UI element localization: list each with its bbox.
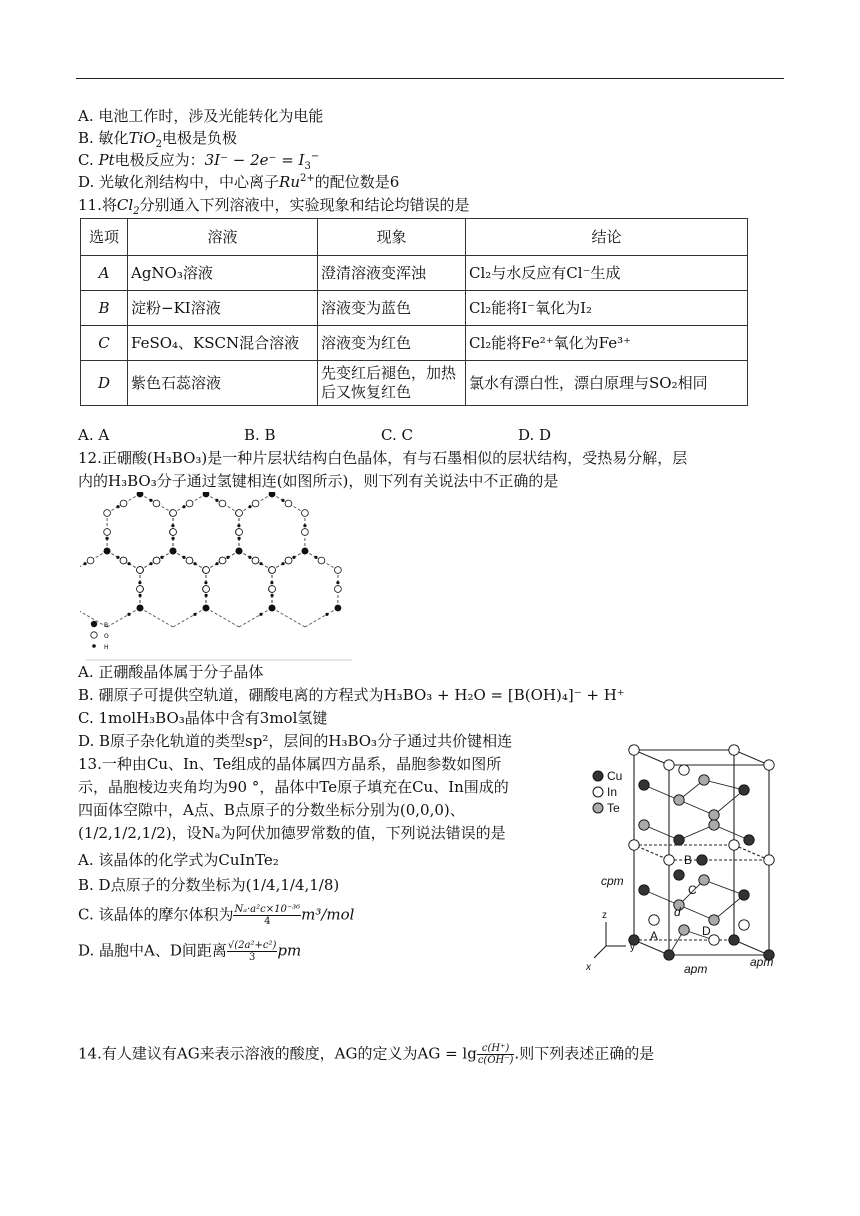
q13-d-text: D. 晶胞中A、D间距离 — [78, 941, 227, 960]
header-option: 选项 — [81, 219, 128, 256]
label-a: A — [650, 929, 659, 943]
hydrogen-atom — [281, 499, 284, 502]
q10-option-a[interactable]: A. 电池工作时，涉及光能转化为电能 — [78, 107, 324, 125]
hydrogen-atom — [171, 537, 174, 540]
hydrogen-atom — [138, 581, 141, 584]
hydrogen-atom — [248, 556, 251, 559]
boron-atom — [302, 548, 309, 555]
q10-d-text: D. 光敏化剂结构中，中心离子 — [78, 173, 280, 191]
oxygen-atom — [252, 500, 259, 507]
hydrogen-atom — [314, 556, 317, 559]
boron-atom — [203, 492, 210, 497]
frac-den: c(OH⁻) — [477, 1055, 514, 1066]
q10-c-equation: 3I⁻ − 2e⁻ = I — [204, 151, 305, 169]
row-phenomenon: 溶液变为红色 — [318, 326, 466, 361]
te-atom — [679, 925, 689, 935]
q13-option-d[interactable] — [78, 940, 301, 963]
hydrogen-atom — [182, 505, 185, 508]
hydrogen-atom — [149, 499, 152, 502]
row-solution: AgNO₃溶液 — [128, 256, 318, 291]
q11-cl2: $Cl_2$ — [116, 196, 140, 217]
frac-den: 3 — [248, 952, 256, 963]
oxygen-atom — [335, 567, 342, 574]
oxygen-atom — [219, 500, 226, 507]
q11-stem-post: 分别通入下列溶液中，实验现象和结论均错误的是 — [139, 196, 470, 214]
hydrogen-atom — [171, 524, 174, 527]
te-atom — [699, 875, 709, 885]
hydrogen-atom — [116, 556, 119, 559]
q12-stem-line1: 12.正硼酸(H₃BO₃)是一种片层状结构白色晶体，有与石墨相似的层状结构，受热易分解，层 — [78, 449, 688, 467]
hydrogen-atom — [215, 562, 218, 565]
label-b: B — [684, 853, 693, 867]
ag-fraction — [477, 1043, 515, 1066]
table-row — [81, 256, 748, 291]
row-solution: 淀粉−KI溶液 — [128, 291, 318, 326]
boron-atom — [104, 548, 111, 555]
axis-x-label: x — [586, 962, 591, 973]
hydrogen-atom — [204, 581, 207, 584]
hydrogen-atom — [281, 562, 284, 565]
cu-atom — [739, 890, 749, 900]
q11-choice-b[interactable]: B. B — [244, 426, 276, 444]
boron-atom — [269, 492, 276, 497]
boron-atom — [203, 605, 210, 612]
oxygen-atom — [302, 529, 309, 536]
table-row — [81, 291, 748, 326]
row-option: C — [81, 326, 128, 361]
hydrogen-atom — [127, 613, 130, 616]
label-a-param-1: apm — [684, 962, 708, 975]
boron-atom — [335, 605, 342, 612]
q10-c-prefix: C. — [78, 151, 99, 169]
oxygen-atom — [285, 557, 292, 564]
hydrogen-atom — [259, 613, 262, 616]
row-option: D — [81, 361, 128, 406]
cu-atom — [674, 835, 684, 845]
te-atom — [699, 775, 709, 785]
q10-d-text2: 的配位数是6 — [314, 173, 400, 191]
q14-text-post: .则下列表述正确的是 — [514, 1044, 655, 1063]
row-conclusion: Cl₂能将I⁻氧化为I₂ — [466, 291, 748, 326]
cell-legend — [593, 769, 622, 815]
boron-atom — [269, 605, 276, 612]
oxygen-atom — [137, 586, 144, 593]
tetragonal-unit-cell-figure — [584, 730, 784, 975]
boron-atom — [170, 548, 177, 555]
cu-atom — [729, 935, 739, 945]
legend-h: H — [104, 644, 109, 651]
in-atom — [664, 760, 674, 770]
hydrogen-atom — [127, 562, 130, 565]
in-atom — [679, 765, 689, 775]
table-row — [81, 326, 748, 361]
q10-b-text: B. 敏化 — [78, 129, 129, 147]
row-option: B — [81, 291, 128, 326]
q10-option-b[interactable]: B. 敏化TiO$_2$电极是负极 — [78, 129, 238, 150]
row-conclusion: Cl₂能将Fe²⁺氧化为Fe³⁺ — [466, 326, 748, 361]
cu-atom — [639, 780, 649, 790]
q10-c-text: 电极反应为： — [114, 151, 205, 169]
q12-option-a[interactable]: A. 正硼酸晶体属于分子晶体 — [78, 663, 264, 681]
q13-stem-line1: 13.一种由Cu、In、Te组成的晶体属四方晶系，晶胞参数如图所 — [78, 755, 502, 773]
table-header-row — [81, 219, 748, 256]
oxygen-atom — [137, 567, 144, 574]
hydrogen-atom — [160, 556, 163, 559]
hydrogen-atom — [83, 562, 86, 565]
te-atom — [674, 795, 684, 805]
q10-b-text2: 电极是负极 — [162, 129, 238, 147]
hydrogen-atom — [270, 594, 273, 597]
in-atom — [729, 840, 739, 850]
row-phenomenon: 澄清溶液变浑浊 — [318, 256, 466, 291]
in-atom — [629, 745, 639, 755]
oxygen-atom — [87, 557, 94, 564]
row-phenomenon: 溶液变为蓝色 — [318, 291, 466, 326]
axis-z-label: z — [602, 910, 607, 921]
oxygen-atom — [335, 586, 342, 593]
oxygen-atom — [203, 567, 210, 574]
hydrogen-atom — [116, 505, 119, 508]
legend-cu: Cu — [607, 769, 623, 783]
in-atom — [664, 855, 674, 865]
header-solution: 溶液 — [128, 219, 318, 256]
te-atom — [709, 820, 719, 830]
oxygen-atom — [302, 510, 309, 517]
cu-atom — [674, 870, 684, 880]
header-conclusion: 结论 — [466, 219, 748, 256]
in-atom — [764, 760, 774, 770]
q14-stem — [78, 1043, 654, 1066]
cu-atom — [664, 950, 674, 960]
table-row — [81, 361, 748, 406]
label-d-distance: d — [674, 905, 681, 919]
figure-legend — [91, 621, 109, 651]
hydrogen-atom — [325, 613, 328, 616]
cu-atom — [744, 835, 754, 845]
hydrogen-atom — [226, 556, 229, 559]
oxygen-atom — [170, 510, 177, 517]
hydrogen-atom — [138, 594, 141, 597]
row-solution: 紫色石蕊溶液 — [128, 361, 318, 406]
oxygen-atom — [236, 529, 243, 536]
oxygen-atom — [153, 557, 160, 564]
q13-option-c[interactable] — [78, 904, 354, 927]
hydrogen-atom — [149, 562, 152, 565]
te-atom — [709, 810, 719, 820]
hydrogen-atom — [182, 556, 185, 559]
hydrogen-atom — [259, 562, 262, 565]
oxygen-atom — [186, 557, 193, 564]
label-c-param: cpm — [601, 874, 624, 888]
in-atom — [629, 840, 639, 850]
boron-atom — [137, 492, 144, 497]
frac-num: c(H⁺) — [477, 1043, 515, 1055]
oxygen-atom — [104, 529, 111, 536]
q10-b-formula: TiO — [128, 129, 156, 147]
q13-stem-line3: 四面体空隙中，A点、B点原子的分数坐标分别为(0,0,0)、 — [78, 801, 465, 819]
oxygen-atom — [285, 500, 292, 507]
hydrogen-atom — [204, 594, 207, 597]
row-conclusion: 氯水有漂白性，漂白原理与SO₂相同 — [466, 361, 748, 406]
oxygen-atom — [318, 557, 325, 564]
boric-acid-structure-figure — [80, 492, 352, 662]
oxygen-atom — [153, 500, 160, 507]
q10-d-ion: Ru — [279, 173, 300, 191]
oxygen-atom — [120, 500, 127, 507]
cu-atom — [697, 855, 707, 865]
legend-o: O — [104, 633, 109, 640]
hydrogen-atom — [270, 581, 273, 584]
oxygen-atom — [269, 586, 276, 593]
header-rule — [76, 78, 784, 79]
oxygen-atom — [104, 510, 111, 517]
q10-option-c[interactable]: C. Pt电极反应为：$3I^- - 2e^- = I_3^-$ — [78, 151, 320, 172]
hydrogen-atom — [248, 505, 251, 508]
label-a-param-2: apm — [750, 955, 774, 969]
frac-num: Nₐ·a²c×10⁻³⁶ — [234, 904, 301, 915]
row-option: A — [81, 256, 128, 291]
hydrogen-atom — [215, 499, 218, 502]
q11-stem-pre: 11.将 — [78, 196, 117, 214]
oxygen-atom — [236, 510, 243, 517]
q13-d-unit: pm — [277, 941, 302, 960]
legend-in: In — [607, 785, 618, 799]
q12-option-b[interactable]: B. 硼原子可提供空轨道，硼酸电离的方程式为H₃BO₃ + H₂O = [B(OH)₄]⁻ + H⁺ — [78, 686, 625, 704]
row-phenomenon: 先变红后褪色，加热后又恢复红色 — [318, 361, 466, 406]
q12-stem-line2: 内的H₃BO₃分子通过氢键相连(如图所示)，则下列有关说法中不正确的是 — [78, 472, 559, 490]
q13-option-b[interactable]: B. D点原子的分数坐标为(1/4,1/4,1/8) — [78, 876, 340, 894]
q10-option-d[interactable]: D. 光敏化剂结构中，中心离子$Ru^{2+}$的配位数是6 — [78, 173, 400, 191]
axes-icon — [594, 922, 626, 958]
te-atom — [639, 820, 649, 830]
q12-option-c[interactable]: C. 1molH₃BO₃晶体中含有3mol氢键 — [78, 709, 328, 727]
hydrogen-atom — [303, 524, 306, 527]
label-c: C — [688, 883, 697, 897]
legend-b: B — [104, 622, 109, 629]
q13-option-a[interactable]: A. 该晶体的化学式为CuInTe₂ — [78, 851, 279, 869]
q11-choice-d[interactable]: D. D — [518, 426, 552, 444]
hydrogen-atom — [105, 537, 108, 540]
q13-c-unit: m³/mol — [301, 905, 355, 924]
hydrogen-atom — [292, 556, 295, 559]
hydrogen-atom — [193, 613, 196, 616]
oxygen-atom — [219, 557, 226, 564]
molar-volume-fraction — [233, 904, 301, 927]
frac-den: 4 — [264, 916, 271, 927]
q11-stem — [78, 195, 470, 215]
hydrogen-atom — [237, 524, 240, 527]
oxygen-atom — [252, 557, 259, 564]
q11-choice-a[interactable]: A. A — [78, 426, 110, 444]
row-solution: FeSO₄、KSCN混合溶液 — [128, 326, 318, 361]
q13-stem-line4: (1/2,1/2,1/2)，设Nₐ为阿伏加德罗常数的值，下列说法错误的是 — [78, 824, 506, 842]
in-atom — [649, 915, 659, 925]
q14-text: 14.有人建议有AG来表示溶液的酸度，AG的定义为AG = lg — [78, 1044, 477, 1063]
q11-choice-c[interactable]: C. C — [381, 426, 413, 444]
in-atom — [764, 855, 774, 865]
q12-option-d[interactable]: D. B原子杂化轨道的类型sp²，层间的H₃BO₃分子通过共价键相连 — [78, 732, 513, 750]
q11-table — [80, 218, 748, 406]
oxygen-atom — [120, 557, 127, 564]
cu-atom — [739, 785, 749, 795]
in-atom — [739, 920, 749, 930]
hydrogen-atom — [237, 537, 240, 540]
boron-atom — [137, 605, 144, 612]
q13-stem-line2: 示，晶胞棱边夹角均为90 °，晶体中Te原子填充在Cu、In围成的 — [78, 778, 509, 796]
row-conclusion: Cl₂与水反应有Cl⁻生成 — [466, 256, 748, 291]
hydrogen-atom — [193, 562, 196, 565]
oxygen-atom — [203, 586, 210, 593]
frac-num: √(2a²+c²) — [227, 940, 277, 951]
axis-y-label: y — [630, 942, 635, 953]
q10-c-formula: Pt — [98, 151, 115, 169]
q13-c-text: C. 该晶体的摩尔体积为 — [78, 905, 234, 924]
oxygen-atom — [170, 529, 177, 536]
distance-fraction — [227, 940, 278, 963]
legend-te: Te — [607, 801, 620, 815]
oxygen-atom — [269, 567, 276, 574]
hydrogen-atom — [336, 581, 339, 584]
in-atom — [729, 745, 739, 755]
oxygen-atom — [186, 500, 193, 507]
header-phenomenon: 现象 — [318, 219, 466, 256]
boron-atom — [236, 548, 243, 555]
cu-atom — [639, 885, 649, 895]
label-d: D — [702, 924, 711, 938]
